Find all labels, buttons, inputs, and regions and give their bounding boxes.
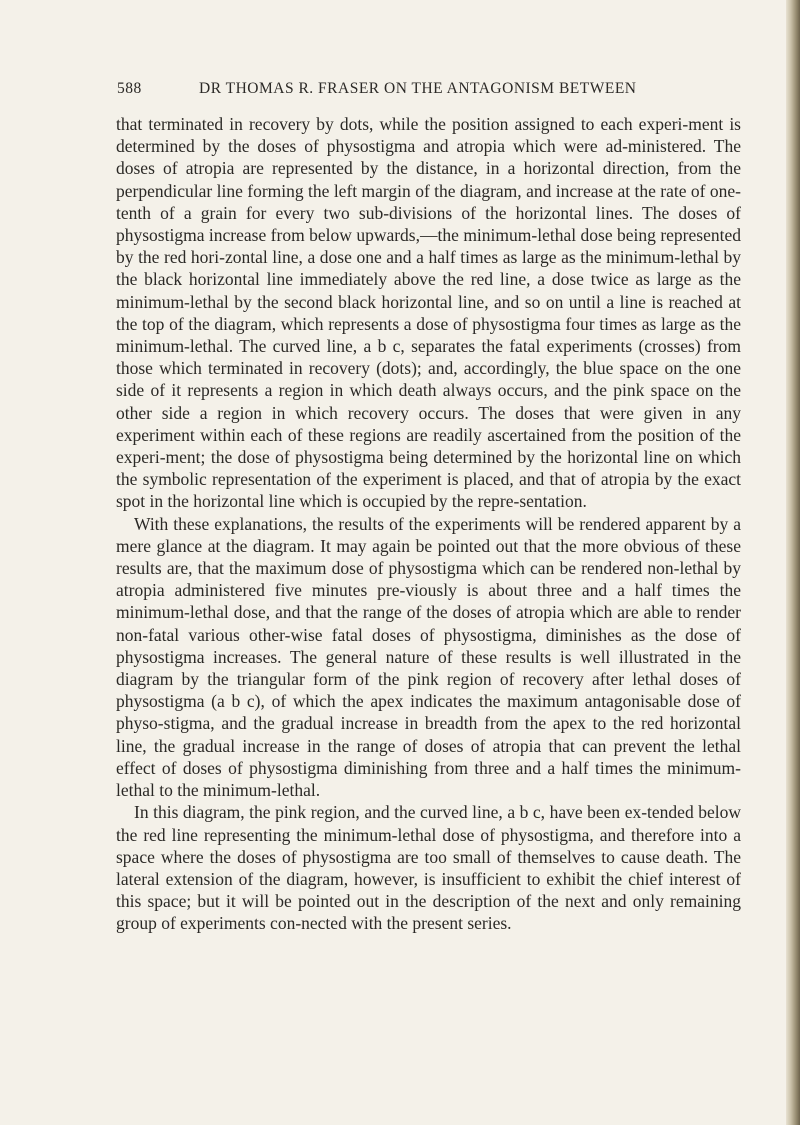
paragraph-1: that terminated in recovery by dots, while the position assigned to each experi-ment is determined by the doses of physostigma and atropia which were ad-ministered. The doses of atropia are represented by the distance, in a horizontal direction, from the perpendicular line forming the left margin of the diagram, and increase at the rate of one-tenth of a grain for every two sub-divisions of the horizontal lines. The doses of physostigma increase from below upwards,—the minimum-lethal dose being represented by the red hori-zontal line, a dose one and a half times as large as the minimum-lethal by the black horizontal line immediately above the red line, a dose twice as large as the minimum-lethal by the second black horizontal line, and so on until a line is reached at the top of the diagram, which represents a dose of physostigma four times as large as the minimum-lethal. The curved line, a b c, separates the fatal experiments (crosses) from those which terminated in recovery (dots); and, accordingly, the blue space on the one side of it represents a region in which death always occurs, and the pink space on the other side a region in which recovery occurs. The doses that were given in any experiment within each of these regions are readily ascertained from the position of the experi-ment; the dose of physostigma being determined by the horizontal line on which the symbolic representation of the experiment is placed, and that of atropia by the exact spot in the horizontal line which is occupied by the repre-sentation. xyxy=(116,114,741,512)
scan-page-edge xyxy=(786,0,800,1125)
running-head xyxy=(117,80,715,104)
page-number: 588 xyxy=(117,80,142,97)
running-head-title: DR THOMAS R. FRASER ON THE ANTAGONISM BETWEEN xyxy=(199,80,637,97)
paragraph-2: With these explanations, the results of the experiments will be rendered apparent by a mere glance at the diagram. It may again be pointed out that the more obvious of these results are, that the maximum dose of physostigma which can be rendered non-lethal by atropia administered five minutes pre-viously is about three and a half times the minimum-lethal dose, and that the range of the doses of atropia which are able to render non-fatal various other-wise fatal doses of physostigma, diminishes as the dose of physostigma increases. The general nature of these results is well illustrated in the diagram by the triangular form of the pink region of recovery after lethal doses of physostigma (a b c), of which the apex indicates the maximum antagonisable dose of physo-stigma, and the gradual increase in breadth from the apex to the red horizontal line, the gradual increase in the range of doses of atropia that can prevent the lethal effect of doses of physostigma diminishing from three and a half times the minimum-lethal to the minimum-lethal. xyxy=(116,513,741,801)
paragraph-3: In this diagram, the pink region, and the curved line, a b c, have been ex-tended below the red line representing the minimum-lethal dose of physostigma, and therefore into a space where the doses of physostigma are too small of themselves to cause death. The lateral extension of the diagram, however, is insufficient to exhibit the chief interest of this space; but it will be pointed out in the description of the next and only remaining group of experiments con-nected with the present series. xyxy=(116,802,741,934)
body-text xyxy=(116,113,741,935)
